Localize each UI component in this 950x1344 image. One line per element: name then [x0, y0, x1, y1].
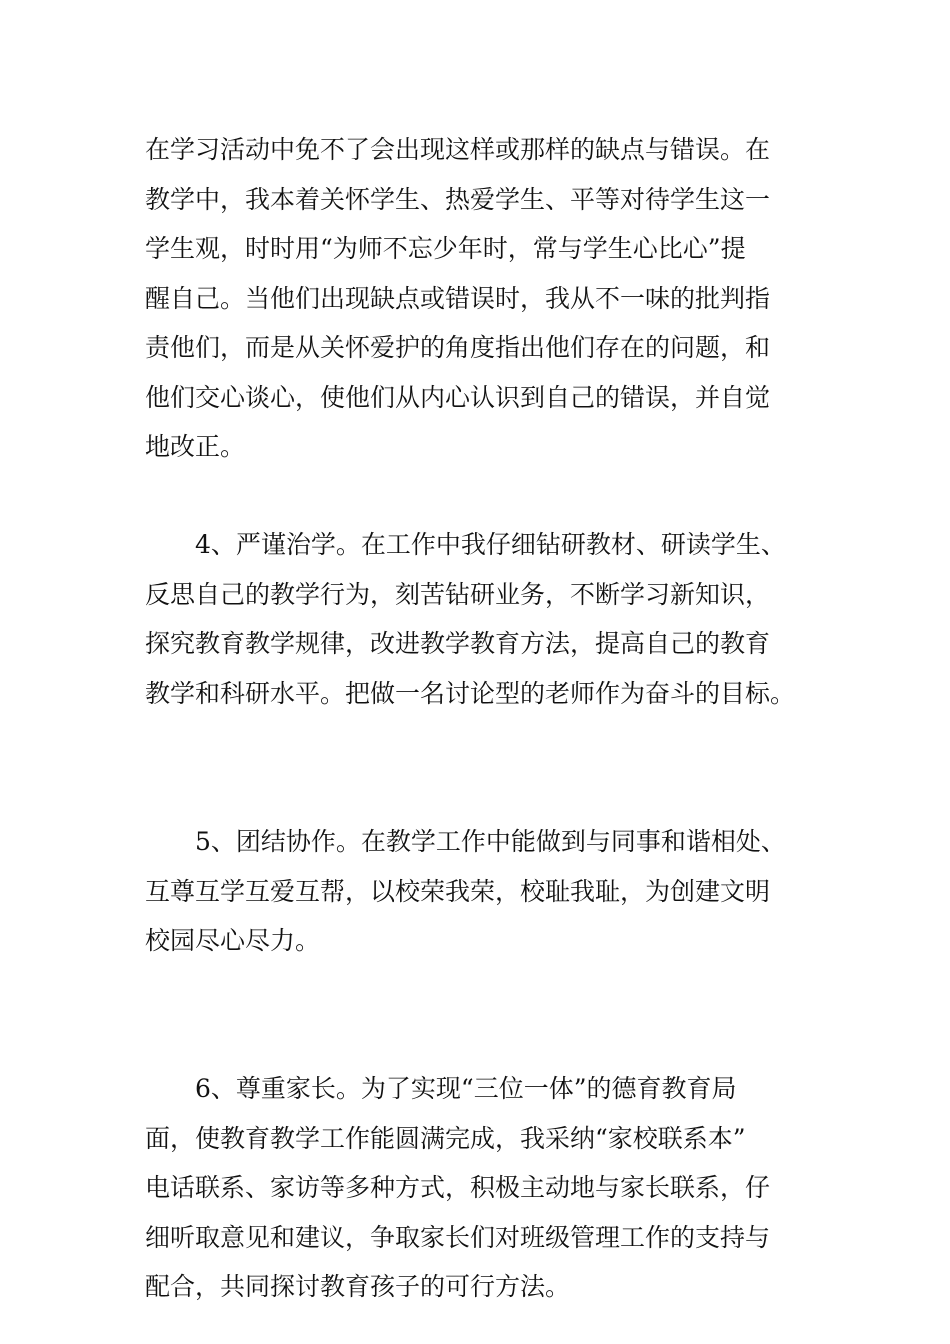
text-line: 6、尊重家长。为了实现“三位一体”的德育教育局: [145, 1074, 737, 1103]
text-line: 4、严谨治学。在工作中我仔细钻研教材、研读学生、: [145, 530, 786, 559]
text-line: 醒自己。当他们出现缺点或错误时，我从不一味的批判指: [145, 283, 771, 313]
text-line: 5、团结协作。在教学工作中能做到与同事和谐相处、: [145, 827, 786, 856]
text-line: 教学中，我本着关怀学生、热爱学生、平等对待学生这一: [145, 184, 771, 214]
text-line: 电话联系、家访等多种方式，积极主动地与家长联系，仔: [145, 1173, 771, 1202]
paragraph-teamwork: [145, 817, 786, 966]
text-line: 细听取意见和建议，争取家长们对班级管理工作的支持与: [145, 1222, 771, 1252]
text-line: 在学习活动中免不了会出现这样或那样的缺点与错误。在: [145, 135, 771, 164]
text-line: 责他们，而是从关怀爱护的角度指出他们存在的问题，和: [145, 333, 771, 362]
text-line: 互尊互学互爱互帮，以校荣我荣，校耻我耻，为创建文明: [145, 876, 771, 906]
text-line: 教学和科研水平。把做一名讨论型的老师作为奋斗的目标。: [145, 678, 796, 708]
text-line: 配合，共同探讨教育孩子的可行方法。: [145, 1272, 571, 1301]
text-line: 探究教育教学规律，改进教学教育方法，提高自己的教育: [145, 629, 771, 658]
paragraph-student-care: [145, 125, 770, 472]
text-line: 校园尽心尽力。: [145, 926, 321, 955]
text-line: 反思自己的教学行为，刻苦钻研业务，不断学习新知识，: [145, 579, 771, 609]
text-line: 他们交心谈心，使他们从内心认识到自己的错误，并自觉: [145, 382, 771, 412]
paragraph-rigorous-study: [145, 520, 795, 718]
text-line: 地改正。: [145, 432, 246, 461]
text-line: 面，使教育教学工作能圆满完成，我采纳“家校联系本”: [145, 1123, 746, 1153]
paragraph-respect-parents: [145, 1064, 770, 1312]
text-line: 学生观，时时用“为师不忘少年时，常与学生心比心”提: [145, 234, 746, 263]
